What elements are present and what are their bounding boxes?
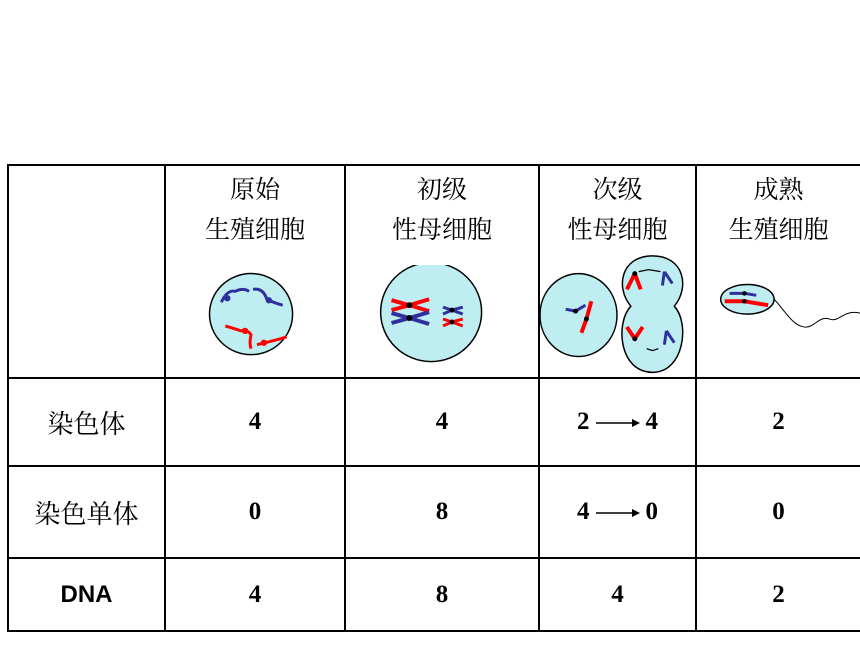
row-label-chromosomes: 染色体 (8, 378, 165, 466)
header-row (8, 165, 860, 378)
secondary-cell-figure (540, 265, 695, 377)
header-line-1: 次级 (592, 175, 643, 204)
table-cell: 4 (165, 378, 345, 466)
table-cell: 8 (345, 558, 539, 631)
table-cell: 4 (165, 558, 345, 631)
header-line-1: 初级 (416, 175, 467, 204)
table-cell: 4 (539, 558, 696, 631)
header-line-1: 原始 (229, 175, 280, 204)
header-line-2: 生殖细胞 (204, 215, 305, 244)
table-cell: 2 (696, 378, 860, 466)
header-secondary-cell (539, 165, 696, 378)
header-empty-cell (8, 165, 165, 378)
row-label-chromatids: 染色单体 (8, 466, 165, 558)
table-cell: 4 (345, 378, 539, 466)
primordial-cell-figure (166, 265, 344, 377)
change-to: 4 (645, 408, 658, 435)
mature-cell-figure (697, 265, 860, 377)
header-line-2: 生殖细胞 (728, 215, 829, 244)
arrow-right-icon (596, 418, 640, 428)
row-label-dna: DNA (8, 558, 165, 631)
table-cell: 2 (696, 558, 860, 631)
table-cell-change (539, 378, 696, 466)
change-from: 2 (577, 408, 590, 435)
change-from: 4 (577, 498, 590, 525)
primary-cell-figure (346, 265, 538, 377)
header-primary-cell (345, 165, 539, 378)
table-cell: 0 (165, 466, 345, 558)
meiosis-comparison-table (7, 164, 860, 632)
header-line-1: 成熟 (753, 175, 804, 204)
header-line-2: 性母细胞 (567, 215, 668, 244)
table-cell: 8 (345, 466, 539, 558)
header-primordial-germ-cell (165, 165, 345, 378)
table-row (8, 558, 860, 631)
table-cell-change (539, 466, 696, 558)
arrow-right-icon (596, 508, 640, 518)
header-mature-cell (696, 165, 860, 378)
table-row (8, 378, 860, 466)
header-line-2: 性母细胞 (391, 215, 492, 244)
change-to: 0 (645, 498, 658, 525)
table-cell: 0 (696, 466, 860, 558)
table-row (8, 466, 860, 558)
